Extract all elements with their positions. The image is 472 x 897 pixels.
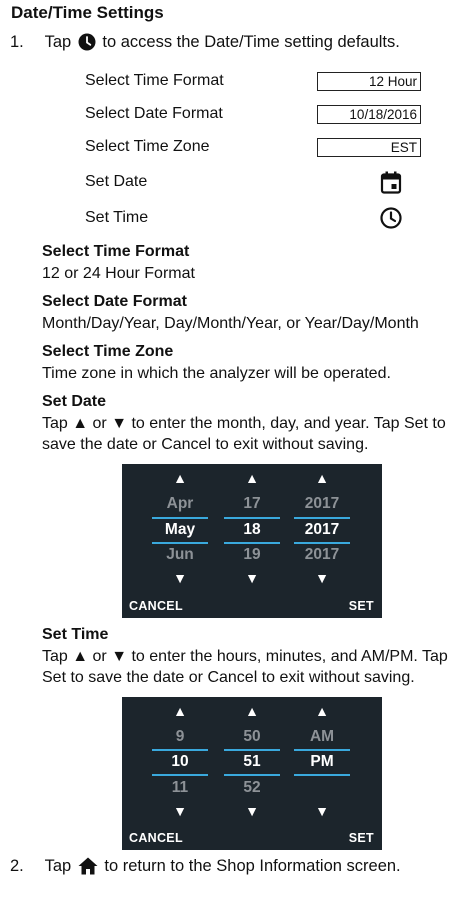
- calendar-icon[interactable]: [380, 171, 402, 199]
- date-day-up-arrow[interactable]: ▲: [245, 470, 259, 486]
- time-cancel-button[interactable]: CANCEL: [129, 831, 183, 845]
- setting-label-time-format: Select Time Format: [85, 72, 224, 89]
- step-2-number: 2.: [10, 857, 24, 875]
- date-day-prev: 17: [243, 495, 261, 512]
- date-month-current[interactable]: May: [164, 521, 196, 538]
- time-minute-top-line: [224, 749, 280, 751]
- time-ampm-top-line: [294, 749, 350, 751]
- date-year-next: 2017: [304, 546, 340, 563]
- time-hour-next: 11: [171, 779, 189, 796]
- date-day-down-arrow[interactable]: ▼: [245, 570, 259, 586]
- date-year-prev: 2017: [304, 495, 340, 512]
- date-month-next: Jun: [166, 546, 194, 563]
- time-format-value[interactable]: 12 Hour: [317, 72, 421, 91]
- section-set-date-desc: Tap ▲ or ▼ to enter the month, day, and year. Tap Set to save the date or Cancel to exit without saving.: [42, 415, 446, 453]
- time-minute-down-arrow[interactable]: ▼: [245, 803, 259, 819]
- clock-icon[interactable]: [380, 207, 402, 234]
- section-time-zone-heading: Select Time Zone: [42, 343, 174, 360]
- setting-label-set-date: Set Date: [85, 173, 148, 190]
- date-month-down-arrow[interactable]: ▼: [173, 570, 187, 586]
- time-zone-value[interactable]: EST: [317, 138, 421, 157]
- time-ampm-up-arrow[interactable]: ▲: [315, 703, 329, 719]
- section-time-zone-desc: Time zone in which the analyzer will be operated.: [42, 365, 391, 382]
- date-set-button[interactable]: SET: [348, 599, 374, 613]
- step-2-before: Tap: [44, 857, 72, 875]
- time-hour-current[interactable]: 10: [171, 753, 189, 770]
- date-picker-panel: [122, 464, 382, 618]
- time-set-button[interactable]: SET: [348, 831, 374, 845]
- date-month-bottom-line: [152, 542, 208, 544]
- section-date-format-desc: Month/Day/Year, Day/Month/Year, or Year/Day/Month: [42, 315, 419, 332]
- date-year-up-arrow[interactable]: ▲: [315, 470, 329, 486]
- time-ampm-prev: AM: [309, 728, 335, 745]
- step-1-number: 1.: [10, 33, 24, 51]
- step-2: [10, 857, 401, 880]
- page-title: Date/Time Settings: [11, 3, 164, 22]
- section-date-format-heading: Select Date Format: [42, 293, 187, 310]
- time-ampm-bottom-line: [294, 774, 350, 776]
- date-month-up-arrow[interactable]: ▲: [173, 470, 187, 486]
- time-hour-bottom-line: [152, 774, 208, 776]
- section-set-date-heading: Set Date: [42, 393, 107, 410]
- time-minute-prev: 50: [243, 728, 261, 745]
- date-year-current[interactable]: 2017: [304, 521, 340, 538]
- date-day-bottom-line: [224, 542, 280, 544]
- date-year-bottom-line: [294, 542, 350, 544]
- setting-label-set-time: Set Time: [85, 209, 149, 226]
- date-month-top-line: [152, 517, 208, 519]
- time-hour-up-arrow[interactable]: ▲: [173, 703, 187, 719]
- time-hour-top-line: [152, 749, 208, 751]
- section-time-format-heading: Select Time Format: [42, 243, 190, 260]
- step-1-after: to access the Date/Time setting defaults.: [102, 33, 400, 51]
- date-month-prev: Apr: [166, 495, 194, 512]
- step-2-after: to return to the Shop Information screen.: [104, 857, 401, 875]
- clock-filled-icon: [78, 33, 96, 56]
- setting-label-date-format: Select Date Format: [85, 105, 223, 122]
- date-cancel-button[interactable]: CANCEL: [129, 599, 183, 613]
- section-set-time-desc: Tap ▲ or ▼ to enter the hours, minutes, and AM/PM. Tap Set to save the date or Cancel to exit without saving.: [42, 648, 448, 686]
- date-day-top-line: [224, 517, 280, 519]
- date-year-down-arrow[interactable]: ▼: [315, 570, 329, 586]
- date-format-value[interactable]: 10/18/2016: [317, 105, 421, 124]
- step-1-before: Tap: [44, 33, 72, 51]
- time-hour-prev: 9: [175, 728, 185, 745]
- time-hour-down-arrow[interactable]: ▼: [173, 803, 187, 819]
- time-minute-bottom-line: [224, 774, 280, 776]
- step-1: [10, 33, 400, 56]
- time-minute-up-arrow[interactable]: ▲: [245, 703, 259, 719]
- time-minute-current[interactable]: 51: [243, 753, 261, 770]
- date-day-next: 19: [243, 546, 261, 563]
- time-ampm-current[interactable]: PM: [310, 753, 334, 770]
- home-icon: [78, 857, 98, 880]
- section-set-time-heading: Set Time: [42, 626, 109, 643]
- time-minute-next: 52: [243, 779, 261, 796]
- section-time-format-desc: 12 or 24 Hour Format: [42, 265, 195, 282]
- date-day-current[interactable]: 18: [243, 521, 261, 538]
- date-year-top-line: [294, 517, 350, 519]
- setting-label-time-zone: Select Time Zone: [85, 138, 210, 155]
- time-ampm-down-arrow[interactable]: ▼: [315, 803, 329, 819]
- time-picker-panel: [122, 697, 382, 850]
